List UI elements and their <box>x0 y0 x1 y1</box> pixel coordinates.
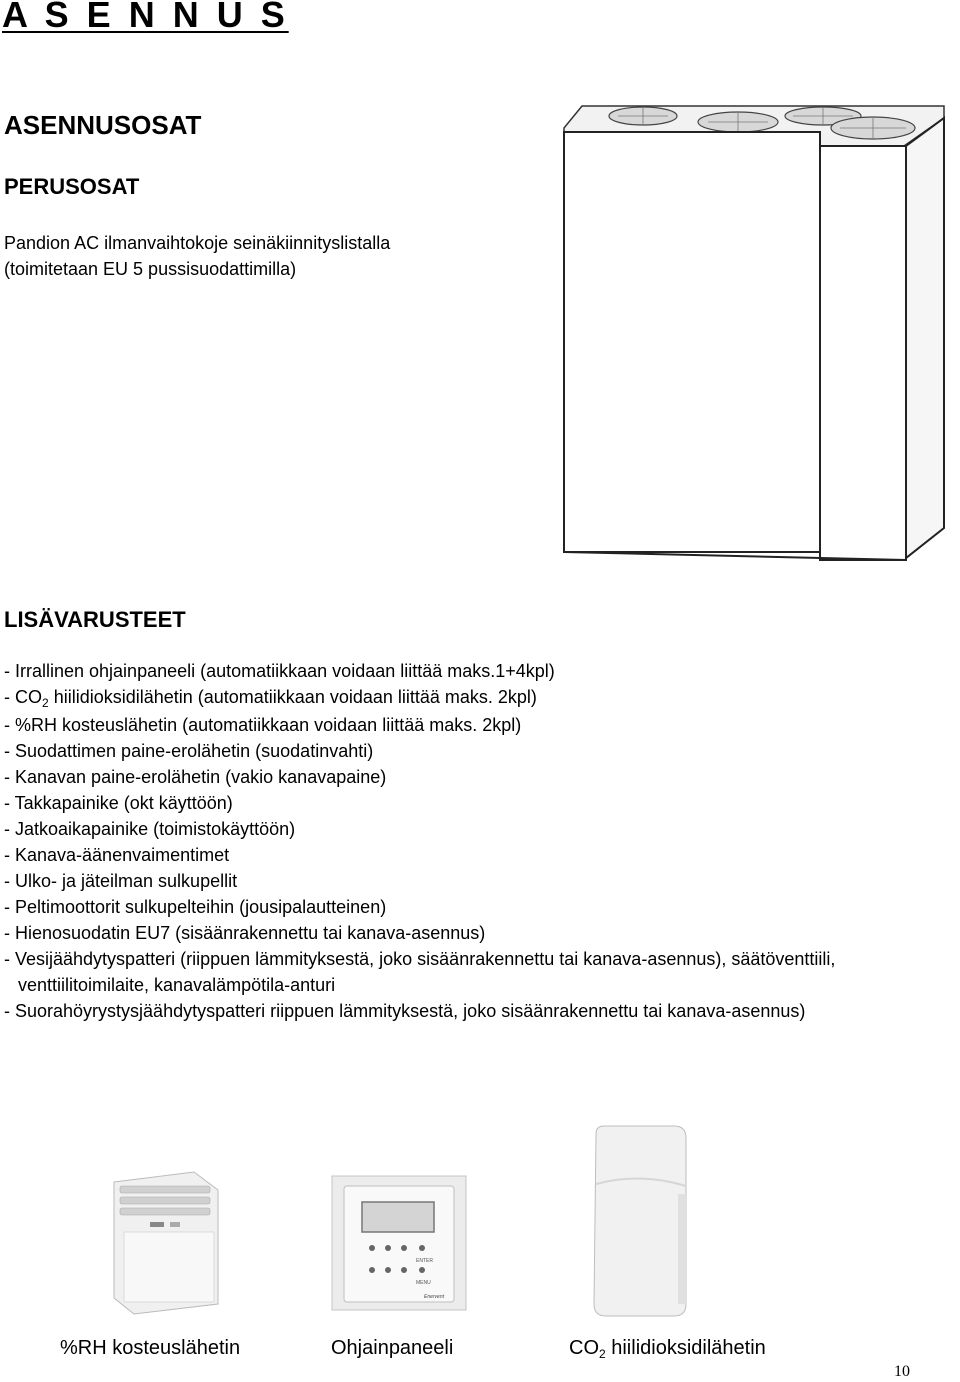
list-item: - Suodattimen paine-erolähetin (suodatinvahti) <box>4 741 374 761</box>
basic-parts-line-1: Pandion AC ilmanvaihtokoje seinäkiinnityslistalla <box>4 233 391 253</box>
section-title: ASENNUSOSAT <box>4 110 202 140</box>
list-item: - %RH kosteuslähetin (automatiikkaan voidaan liittää maks. 2kpl) <box>4 715 522 735</box>
accessories-list <box>4 658 904 1024</box>
accessories-heading: LISÄVARUSTEET <box>4 607 186 632</box>
co2-sensor-image <box>582 1124 692 1320</box>
brand-label: Enervent <box>424 1294 445 1300</box>
list-item: - Irrallinen ohjainpaneeli (automatiikkaan voidaan liittää maks.1+4kpl) <box>4 661 555 681</box>
humidity-sensor-image <box>104 1168 224 1318</box>
list-item: - Takkapainike (okt käyttöön) <box>4 793 233 813</box>
page-number: 10 <box>894 1363 910 1380</box>
list-item: - Ulko- ja jäteilman sulkupellit <box>4 871 238 891</box>
basic-parts-line-2: (toimitetaan EU 5 pussisuodattimilla) <box>4 259 297 279</box>
list-item: - $CO_2$ hiilidioksidilähetin (automatiikkaan voidaan liittää maks. 2kpl) <box>4 687 537 710</box>
list-item: - Hienosuodatin EU7 (sisäänrakennettu tai kanava-asennus) <box>4 923 486 943</box>
list-item: - Suorahöyrystysjäähdytyspatteri riippuen lämmityksestä, joko sisäänrakennettu tai kanava-asennus) <box>4 1001 806 1021</box>
ventilation-unit-image <box>548 100 948 562</box>
list-item: - Kanava-äänenvaimentimet <box>4 845 230 865</box>
enter-label: ENTER <box>416 1258 433 1264</box>
control-panel-image <box>330 1174 470 1314</box>
list-item: - Peltimoottorit sulkupelteihin (jousipalautteinen) <box>4 897 387 917</box>
basic-parts-heading: PERUSOSAT <box>4 174 140 199</box>
menu-label: MENU <box>416 1280 431 1286</box>
list-item: - Vesijäähdytyspatteri (riippuen lämmityksestä, joko sisäänrakennettu tai kanava-asennus), säätöventtiili, venttiilitoimilaite, kanavalämpötila-anturi <box>4 949 836 995</box>
list-item: - Kanavan paine-erolähetin (vakio kanavapaine) <box>4 767 387 787</box>
list-item: - Jatkoaikapainike (toimistokäyttöön) <box>4 819 296 839</box>
panel-caption: Ohjainpaneeli <box>331 1337 454 1359</box>
main-title: A S E N N U S <box>2 0 289 35</box>
rh-caption: %RH kosteuslähetin <box>60 1337 241 1359</box>
co2-caption: $CO_2$ hiilidioksidilähetin <box>569 1337 766 1361</box>
